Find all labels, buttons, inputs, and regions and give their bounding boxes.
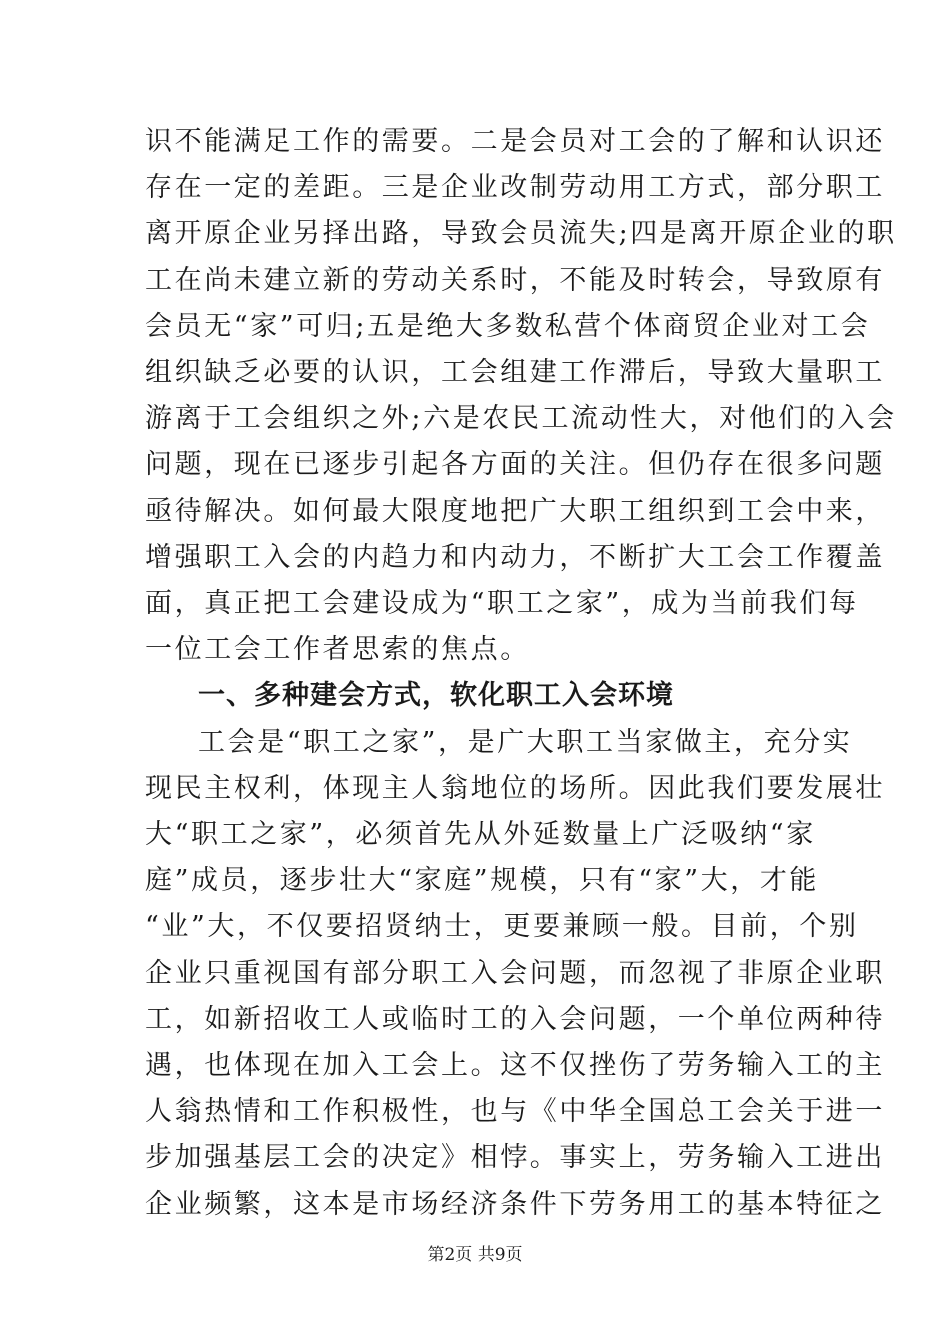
paragraph-line: 步加强基层工会的决定》相悖。事实上，劳务输入工进出 — [145, 1142, 885, 1173]
paragraph-line: 存在一定的差距。三是企业改制劳动用工方式，部分职工 — [145, 172, 885, 203]
paragraph-line: 增强职工入会的内趋力和内动力，不断扩大工会工作覆盖 — [145, 542, 885, 573]
paragraph-line: 工会是“职工之家”，是广大职工当家做主，充分实 — [198, 727, 853, 758]
paragraph-line: 会员无“家”可归;五是绝大多数私营个体商贸企业对工会 — [145, 311, 871, 342]
paragraph-line: “业”大，不仅要招贤纳士，更要兼顾一般。目前，个别 — [145, 911, 859, 942]
paragraph-line: 庭”成员，逐步壮大“家庭”规模，只有“家”大，才能 — [145, 865, 820, 896]
paragraph-line: 企业频繁，这本是市场经济条件下劳务用工的基本特征之 — [145, 1189, 885, 1220]
paragraph-line: 离开原企业另择出路，导致会员流失;四是离开原企业的职 — [145, 218, 897, 249]
paragraph-line: 工在尚未建立新的劳动关系时，不能及时转会，导致原有 — [145, 265, 885, 296]
paragraph-line: 问题，现在已逐步引起各方面的关注。但仍存在很多问题 — [145, 449, 885, 480]
paragraph-line: 面，真正把工会建设成为“职工之家”，成为当前我们每 — [145, 588, 859, 619]
paragraph-line: 现民主权利，体现主人翁地位的场所。因此我们要发展壮 — [145, 773, 885, 804]
paragraph-line: 工，如新招收工人或临时工的入会问题，一个单位两种待 — [145, 1004, 885, 1035]
page-number-footer: 第2页 共9页 — [427, 1245, 523, 1265]
paragraph-line: 大“职工之家”，必须首先从外延数量上广泛吸纳“家 — [145, 819, 816, 850]
paragraph-line: 人翁热情和工作积极性，也与《中华全国总工会关于进一 — [145, 1096, 885, 1127]
paragraph-line: 一位工会工作者思索的焦点。 — [145, 634, 530, 665]
section-heading: 一、多种建会方式，软化职工入会环境 — [198, 680, 674, 711]
paragraph-line: 亟待解决。如何最大限度地把广大职工组织到工会中来， — [145, 496, 885, 527]
paragraph-line: 遇，也体现在加入工会上。这不仅挫伤了劳务输入工的主 — [145, 1050, 885, 1081]
paragraph-line: 企业只重视国有部分职工入会问题，而忽视了非原企业职 — [145, 958, 885, 989]
paragraph-line: 组织缺乏必要的认识，工会组建工作滞后，导致大量职工 — [145, 357, 885, 388]
paragraph-line: 识不能满足工作的需要。二是会员对工会的了解和认识还 — [145, 126, 885, 157]
paragraph-line: 游离于工会组织之外;六是农民工流动性大，对他们的入会 — [145, 403, 897, 434]
